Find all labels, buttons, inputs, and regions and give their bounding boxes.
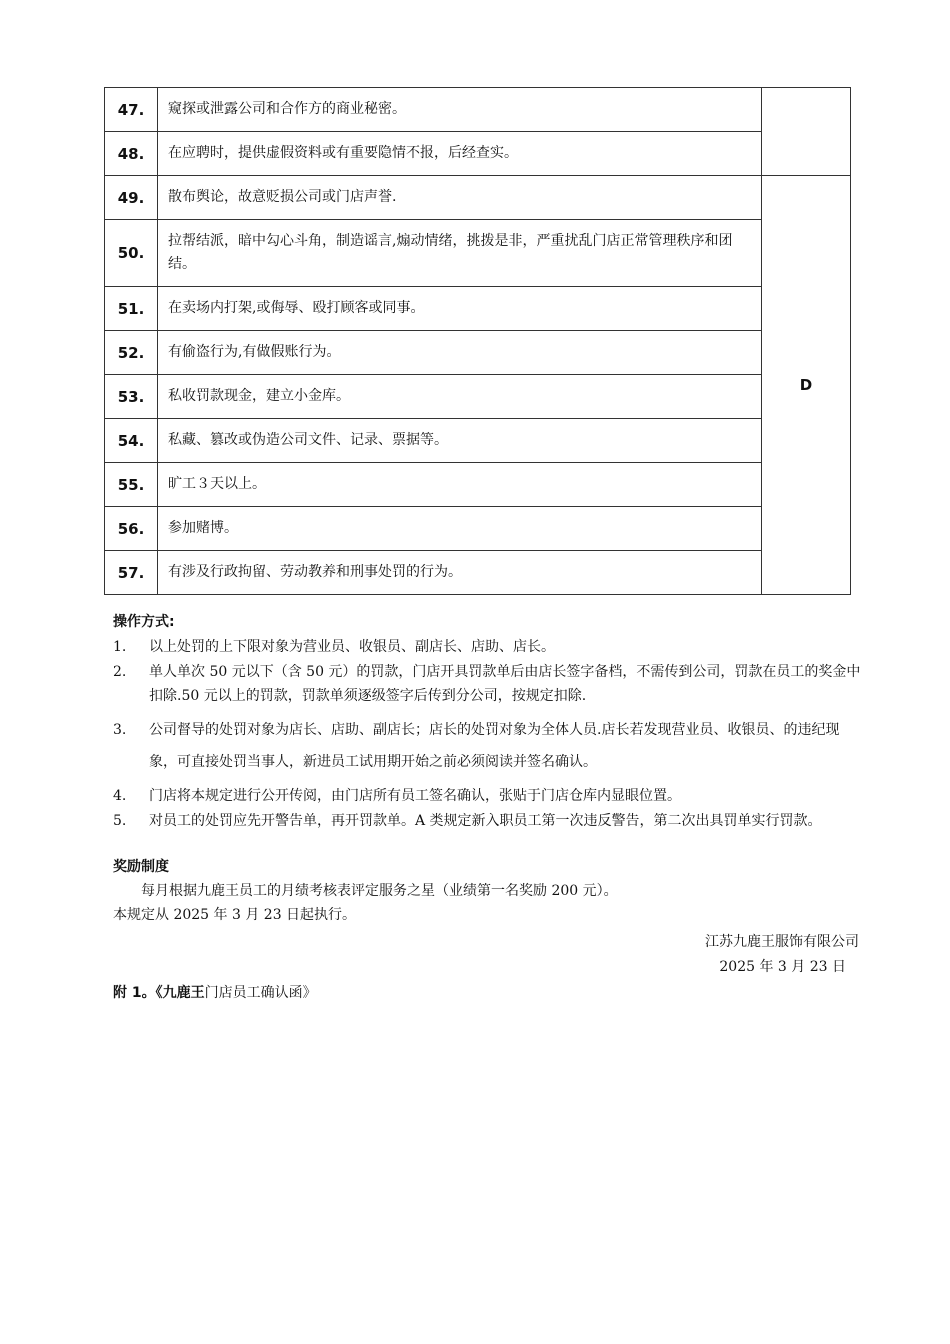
penalty-table: [104, 87, 851, 595]
operation-item: [113, 714, 863, 778]
rule-text: 窥探或泄露公司和合作方的商业秘密。: [158, 88, 762, 132]
rule-number: 53.: [105, 375, 158, 419]
rule-number: 52.: [105, 331, 158, 375]
operation-list: [113, 635, 863, 833]
rule-text: 散布舆论，故意贬损公司或门店声誉.: [158, 176, 762, 220]
rule-number: 56.: [105, 507, 158, 551]
rule-number: 54.: [105, 419, 158, 463]
reward-text: 每月根据九鹿王员工的月绩考核表评定服务之星（业绩第一名奖励 200 元）。: [141, 883, 618, 899]
item-number: 2.: [113, 664, 127, 680]
item-text: 单人单次 50 元以下（含 50 元）的罚款，门店开具罚款单后由店长签字备档，不需传到公司，罚款在员工的奖金中扣除.50 元以上的罚款，罚款单须逐级签字后传到分公司，按规定扣除.: [149, 664, 861, 704]
item-text: 门店将本规定进行公开传阅，由门店所有员工签名确认，张贴于门店仓库内显眼位置。: [149, 788, 681, 804]
item-text: 对员工的处罚应先开警告单，再开罚款单。A 类规定新入职员工第一次违反警告，第二次出具罚单实行罚款。: [149, 813, 822, 829]
rule-text: 在应聘时，提供虚假资料或有重要隐情不报，后经查实。: [158, 132, 762, 176]
operation-heading: 操作方式:: [113, 614, 175, 630]
operation-item: [113, 809, 863, 833]
rule-number: 51.: [105, 287, 158, 331]
rule-number: 48.: [105, 132, 158, 176]
operation-item: [113, 784, 863, 808]
item-number: 4.: [113, 788, 127, 804]
rule-text: 旷工３天以上。: [158, 463, 762, 507]
item-number: 3.: [113, 722, 127, 738]
operation-item: [113, 635, 863, 659]
rule-text: 私藏、篡改或伪造公司文件、记录、票据等。: [158, 419, 762, 463]
rule-number: 57.: [105, 551, 158, 595]
reward-heading: 奖励制度: [113, 859, 169, 875]
rule-number: 49.: [105, 176, 158, 220]
attachment-title: 门店员工确认函》: [204, 985, 317, 1001]
item-text: 公司督导的处罚对象为店长、店助、副店长；店长的处罚对象为全体人员.店长若发现营业员、收银员、的违纪现象，可直接处罚当事人，新进员工试用期开始之前必须阅读并签名确认。: [149, 722, 840, 770]
effective-date-text: 本规定从 2025 年 3 月 23 日起执行。: [113, 907, 357, 923]
item-number: 1.: [113, 639, 127, 655]
rule-number: 50.: [105, 220, 158, 287]
rule-text: 参加赌博。: [158, 507, 762, 551]
grade-cell-upper: [762, 88, 851, 176]
attachment-note: [113, 981, 317, 1005]
company-name: 江苏九鹿王服饰有限公司: [705, 934, 859, 950]
rule-number: 47.: [105, 88, 158, 132]
rule-text: 有涉及行政拘留、劳动教养和刑事处罚的行为。: [158, 551, 762, 595]
rule-text: 私收罚款现金，建立小金库。: [158, 375, 762, 419]
item-text: 以上处罚的上下限对象为营业员、收银员、副店长、店助、店长。: [149, 639, 555, 655]
rule-text: 拉帮结派，暗中勾心斗角，制造谣言,煽动情绪，挑拨是非，严重扰乱门店正常管理秩序和团结。: [158, 220, 762, 287]
grade-d-cell: D: [762, 176, 851, 595]
signing-date: 2025 年 3 月 23 日: [719, 959, 846, 975]
rule-number: 55.: [105, 463, 158, 507]
rule-text: 在卖场内打架,或侮辱、殴打顾客或同事。: [158, 287, 762, 331]
item-number: 5.: [113, 813, 127, 829]
attachment-prefix: 附 1。《九鹿王: [113, 985, 205, 1001]
operation-item: [113, 660, 863, 708]
rule-text: 有偷盗行为,有做假账行为。: [158, 331, 762, 375]
